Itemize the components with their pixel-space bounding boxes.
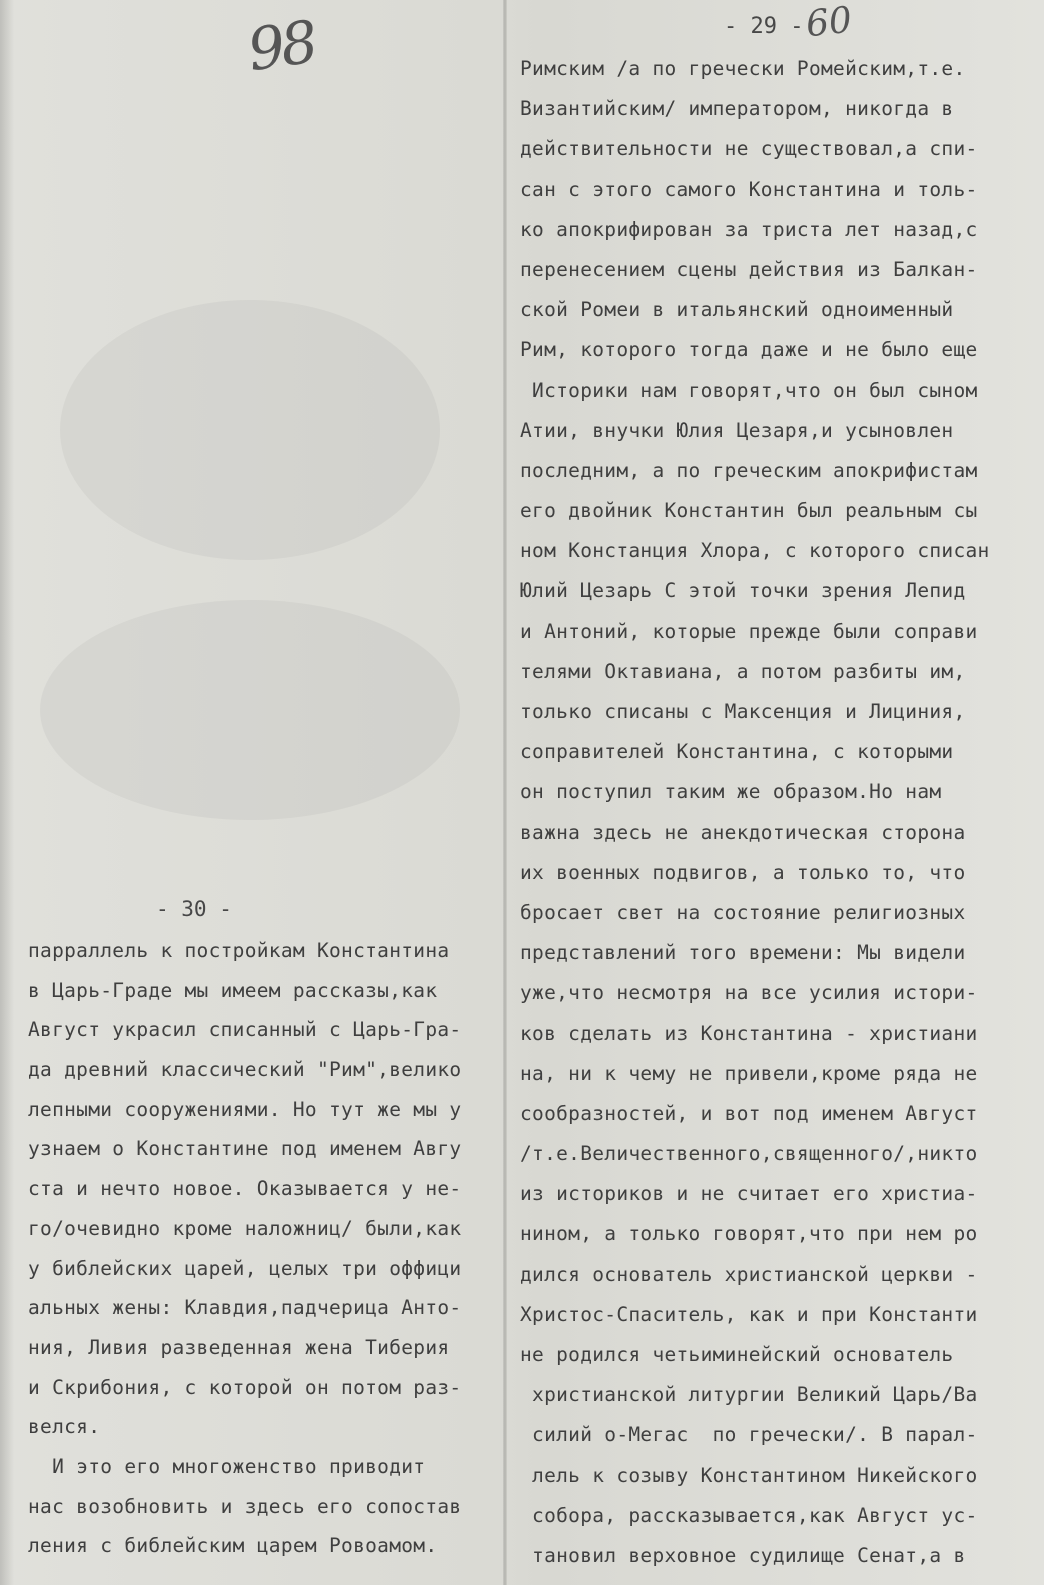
text-line: Христос-Спаситель, как и при Константи xyxy=(520,1302,978,1326)
text-line: дился основатель христианской церкви - xyxy=(520,1262,978,1286)
handwritten-page-mark: 60 xyxy=(803,0,854,46)
text-line: лель к созыву Константином Никейского xyxy=(520,1463,978,1487)
text-line: ста и нечто новое. Оказывается у не- xyxy=(28,1177,462,1201)
text-line: Атии, внучки Юлия Цезаря,и усыновлен xyxy=(520,418,954,442)
text-line: альных жены: Клавдия,падчерица Анто- xyxy=(28,1296,462,1320)
text-line: го/очевидно кроме наложниц/ были,как xyxy=(28,1216,462,1240)
text-line: телями Октавиана, а потом разбиты им, xyxy=(520,659,966,683)
page-edge-shadow xyxy=(0,0,14,1585)
text-line: из историков и не считает его христиа- xyxy=(520,1182,978,1206)
text-line: их военных подвигов, а только то, что xyxy=(520,860,966,884)
text-line: силий о-Мегас по гречески/. В парал- xyxy=(520,1423,978,1447)
text-line: /т.е.Величественного,священного/,никто xyxy=(520,1142,978,1166)
text-line: последним, а по греческим апокрифистам xyxy=(520,458,978,482)
text-line: и Скрибония, с которой он потом раз- xyxy=(28,1375,462,1399)
text-line: Юлий Цезарь С этой точки зрения Лепид xyxy=(520,579,966,603)
left-page-number: - 30 - xyxy=(156,897,232,921)
text-line: Историки нам говорят,что он был сыном xyxy=(520,378,978,402)
text-line: ков сделать из Константина - христиани xyxy=(520,1021,978,1045)
text-line: не родился четьиминейский основатель xyxy=(520,1343,954,1366)
text-line: ном Констанция Хлора, с которого списан xyxy=(520,539,990,563)
text-line: велся. xyxy=(28,1415,101,1439)
text-line: И это его многоженство приводит xyxy=(28,1454,426,1478)
text-line: тановил верховное судилище Сенат,а в xyxy=(520,1543,966,1567)
text-line: парраллель к постройкам Константина xyxy=(28,939,450,962)
text-line: ления с библейским царем Ровоамом. xyxy=(28,1534,438,1558)
text-line: соправителей Константина, с которыми xyxy=(520,740,954,764)
paper-smudge xyxy=(60,300,440,560)
paper-smudge xyxy=(40,600,460,820)
text-line: сообразностей, и вот под именем Август xyxy=(520,1101,978,1125)
text-line: на, ни к чему не привели,кроме ряда не xyxy=(520,1061,978,1085)
text-line: ния, Ливия разведенная жена Тиберия xyxy=(28,1335,450,1359)
text-line: ко апокрифирован за триста лет назад,с xyxy=(520,217,978,241)
text-line: Римским /а по гречески Ромейским,т.е. xyxy=(520,57,966,80)
text-line: нином, а только говорят,что при нем ро xyxy=(520,1222,978,1246)
text-line: Август украсил списанный с Царь-Гра- xyxy=(28,1018,462,1042)
text-line: сан с этого самого Константина и толь- xyxy=(520,177,978,201)
text-line: только списаны с Максенция и Лициния, xyxy=(520,700,966,723)
text-line: перенесением сцены действия из Балкан- xyxy=(520,257,978,281)
page-number: - 29 - xyxy=(724,14,804,39)
text-line: представлений того времени: Мы видели xyxy=(520,941,966,965)
text-line: Рим, которого тогда даже и не было еще xyxy=(520,338,978,362)
text-line: лепными сооружениями. Но тут же мы у xyxy=(28,1097,462,1121)
text-line: бросает свет на состояние религиозных xyxy=(520,900,966,924)
text-line: уже,что несмотря на все усилия истори- xyxy=(520,981,978,1005)
text-line: у библейских царей, целых три оффици xyxy=(28,1256,462,1280)
text-line: нас возобновить и здесь его сопостав xyxy=(28,1494,462,1518)
text-line: важна здесь не анекдотическая сторона xyxy=(520,820,966,844)
handwritten-archive-number: 98 xyxy=(243,7,319,85)
text-line: в Царь-Граде мы имеем рассказы,как xyxy=(28,978,438,1002)
text-line: и Антоний, которые прежде были соправи xyxy=(520,619,978,643)
text-line: действительности не существовал,а спи- xyxy=(520,137,978,161)
page-fold xyxy=(503,0,507,1585)
left-text-column xyxy=(28,931,498,1566)
text-line: он поступил таким же образом.Но нам xyxy=(520,780,942,804)
text-line: ской Ромеи в итальянский одноименный xyxy=(520,298,954,322)
text-line: узнаем о Константине под именем Авгу xyxy=(28,1137,462,1161)
text-line: христианской литургии Великий Царь/Ва xyxy=(520,1383,978,1407)
text-line: Византийским/ императором, никогда в xyxy=(520,97,954,121)
text-line: да древний классический "Рим",велико xyxy=(28,1058,462,1082)
text-line: его двойник Константин был реальным сы xyxy=(520,499,978,523)
text-line: собора, рассказывается,как Август ус- xyxy=(520,1503,978,1527)
right-text-column xyxy=(520,49,1035,1576)
